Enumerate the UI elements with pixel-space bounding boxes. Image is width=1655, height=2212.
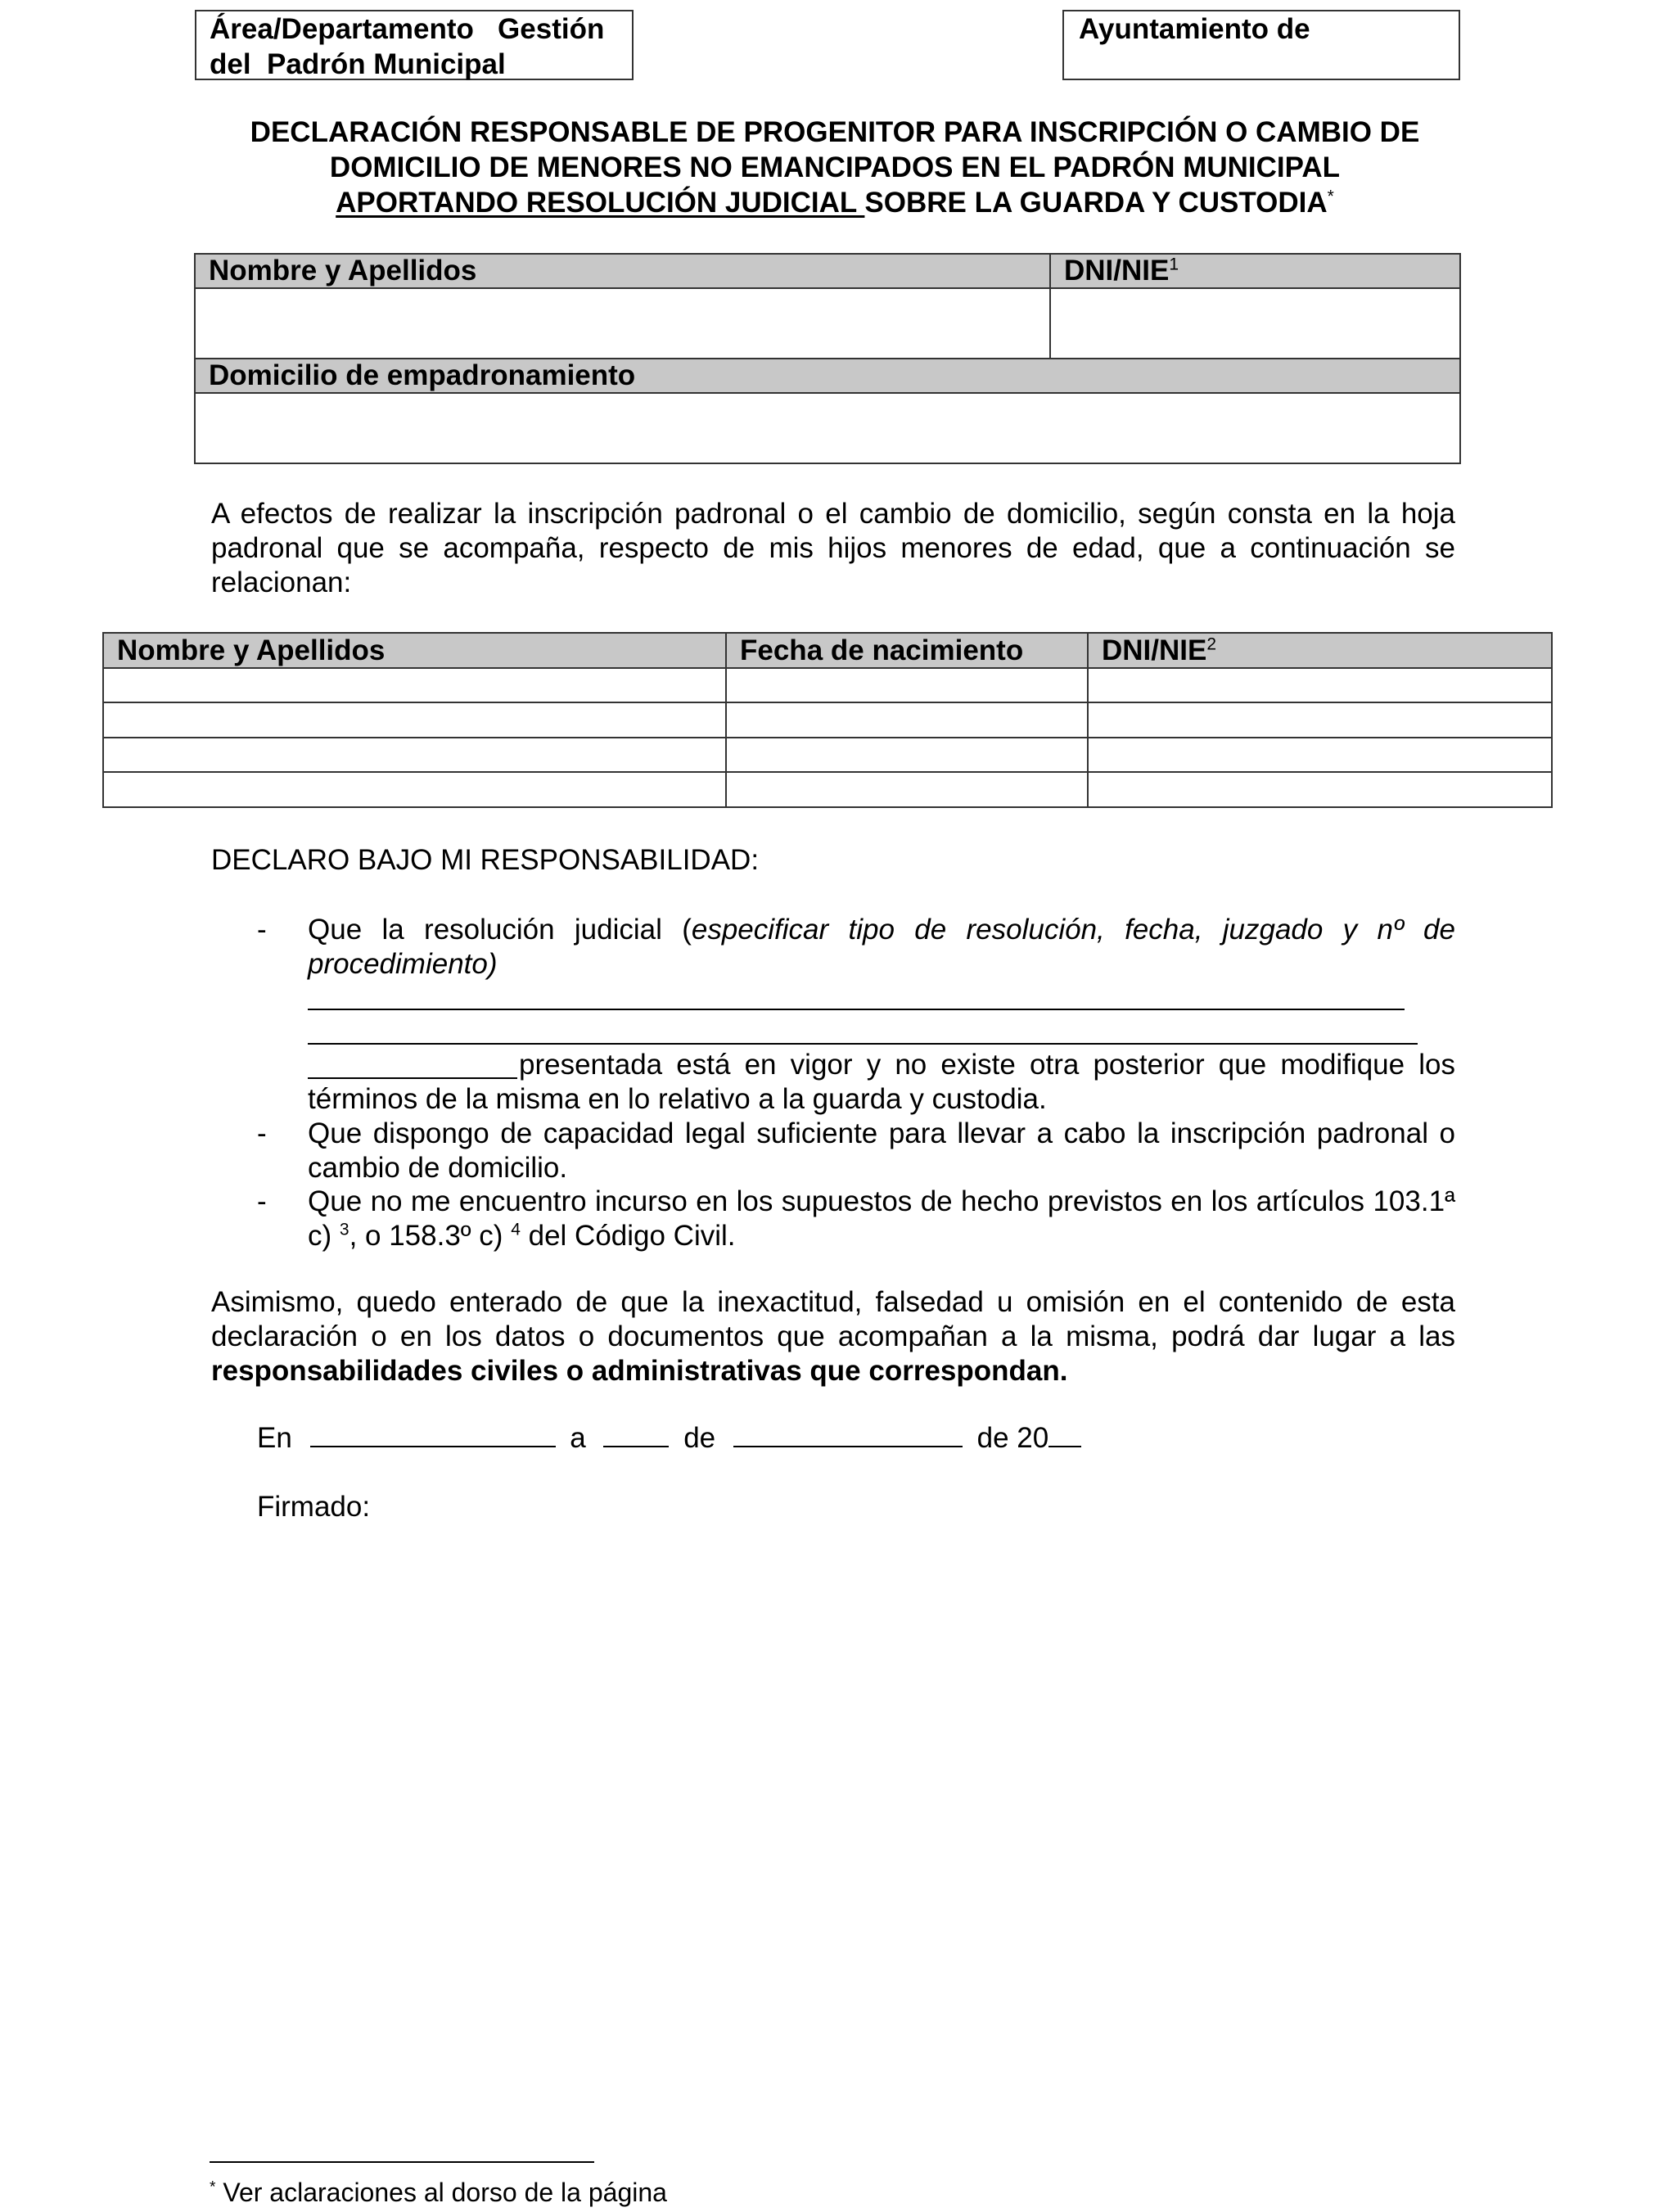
document-title-line-3 xyxy=(196,185,1473,220)
child-birth-field[interactable] xyxy=(726,772,1088,807)
year-label: de 20 xyxy=(976,1422,1049,1454)
item-1-italic: especificar tipo de resolución, fecha, juzgado y nº de procedimiento) xyxy=(308,914,1455,980)
year-blank[interactable] xyxy=(1048,1421,1081,1447)
footnote-ref-2: 2 xyxy=(1206,634,1217,653)
table-row xyxy=(103,738,1552,772)
signed-label: Firmado: xyxy=(257,1491,371,1523)
item-3-dash: - xyxy=(257,1185,267,1217)
child-dni-field[interactable] xyxy=(1088,772,1552,807)
child-dni-field[interactable] xyxy=(1088,702,1552,738)
declaration-heading: DECLARO BAJO MI RESPONSABILIDAD: xyxy=(211,844,760,876)
place-label: En xyxy=(257,1422,292,1454)
footnote-ref-3: 3 xyxy=(339,1220,349,1239)
title-underlined-text: APORTANDO RESOLUCIÓN JUDICIAL xyxy=(336,187,865,219)
child-name-field[interactable] xyxy=(103,702,726,738)
footnote-text: Ver aclaraciones al dorso de la página xyxy=(215,2178,667,2207)
item-1-text: Que la resolución judicial (especificar tipo de resolución, fecha, juzgado y nº de procedimiento) xyxy=(308,914,1455,980)
address-header: Domicilio de empadronamiento xyxy=(195,359,1460,393)
resolution-line-2[interactable] xyxy=(308,1043,1418,1045)
document-title-line-1: DECLARACIÓN RESPONSABLE DE PROGENITOR PARA INSCRIPCIÓN O CAMBIO DE xyxy=(250,116,1420,148)
item-3-text: Que no me encuentro incurso en los supuestos de hecho previstos en los artículos 103.1ª c) $^3$, o 158.3º c) $^4$ del Código Civil. xyxy=(308,1185,1455,1252)
footnote xyxy=(210,2176,667,2209)
day-label: a xyxy=(570,1422,586,1454)
closing-paragraph: Asimismo, quedo enterado de que la inexactitud, falsedad u omisión en el contenido de esta declaración o en los datos o documentos que acompañan a la misma, podrá dar lugar a las responsabilidades civiles o administrativas que correspondan. xyxy=(211,1286,1455,1387)
title-rest-text: SOBRE LA GUARDA Y CUSTODIA xyxy=(864,187,1328,219)
applicant-table xyxy=(194,253,1461,464)
item-2-text: Que dispongo de capacidad legal suficiente para llevar a cabo la inscripción padronal o cambio de domicilio. xyxy=(308,1117,1455,1184)
item-1-dash: - xyxy=(257,914,267,946)
item-2-dash: - xyxy=(257,1117,267,1149)
child-birth-field[interactable] xyxy=(726,738,1088,772)
children-name-header: Nombre y Apellidos xyxy=(103,633,726,668)
closing-bold: responsabilidades civiles o administrativas que correspondan. xyxy=(211,1355,1068,1387)
applicant-dni-field[interactable] xyxy=(1050,288,1460,359)
applicant-dni-header: DNI/NIE$^1$ xyxy=(1050,254,1460,288)
department-box xyxy=(195,10,634,80)
place-date-line xyxy=(257,1421,1081,1456)
children-birth-header: Fecha de nacimiento xyxy=(726,633,1088,668)
table-row xyxy=(103,702,1552,738)
day-blank[interactable] xyxy=(603,1421,669,1447)
child-name-field[interactable] xyxy=(103,668,726,702)
footnote-ref-4: 4 xyxy=(511,1220,521,1239)
address-field[interactable] xyxy=(195,393,1460,463)
resolution-line-3[interactable] xyxy=(308,1077,517,1079)
child-birth-field[interactable] xyxy=(726,702,1088,738)
item-1-continuation: presentada está en vigor y no existe otra posterior que modifique los términos de la misma en lo relativo a la guarda y custodia. xyxy=(308,1049,1455,1115)
child-name-field[interactable] xyxy=(103,738,726,772)
ayuntamiento-label: Ayuntamiento de xyxy=(1079,13,1310,45)
department-line-2: del Padrón Municipal xyxy=(210,48,506,80)
footnote-ref-1: 1 xyxy=(1169,255,1179,274)
footnote-separator xyxy=(210,2161,594,2163)
footnote-mark: * xyxy=(210,2178,216,2196)
resolution-line-1[interactable] xyxy=(308,1009,1405,1010)
child-birth-field[interactable] xyxy=(726,668,1088,702)
child-name-field[interactable] xyxy=(103,772,726,807)
document-title-line-2: DOMICILIO DE MENORES NO EMANCIPADOS EN EL PADRÓN MUNICIPAL xyxy=(329,151,1341,183)
children-dni-header: DNI/NIE$^2$ xyxy=(1088,633,1552,668)
table-row xyxy=(103,772,1552,807)
children-table xyxy=(102,632,1553,808)
applicant-name-field[interactable] xyxy=(195,288,1050,359)
child-dni-field[interactable] xyxy=(1088,668,1552,702)
child-dni-field[interactable] xyxy=(1088,738,1552,772)
ayuntamiento-box xyxy=(1062,10,1460,80)
month-label: de xyxy=(683,1422,716,1454)
intro-paragraph: A efectos de realizar la inscripción padronal o el cambio de domicilio, según consta en la hoja padronal que se acompaña, respecto de mis hijos menores de edad, que a continuación se relacionan: xyxy=(211,498,1455,598)
table-row xyxy=(103,668,1552,702)
place-blank[interactable] xyxy=(310,1421,556,1447)
applicant-name-header: Nombre y Apellidos xyxy=(195,254,1050,288)
title-asterisk: * xyxy=(1327,187,1334,206)
month-blank[interactable] xyxy=(733,1421,963,1447)
department-line-1: Área/Departamento Gestión xyxy=(210,13,605,45)
